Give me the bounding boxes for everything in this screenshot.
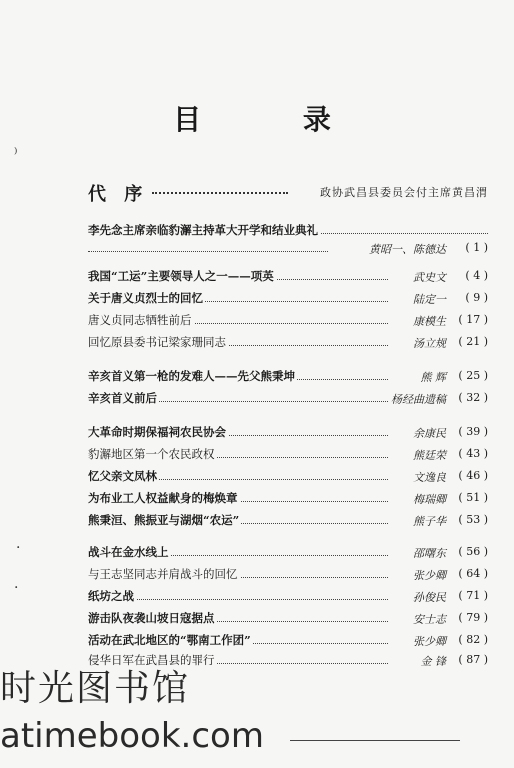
entry-title: 纸坊之战: [88, 589, 134, 603]
preface-author: 政协武昌县委员会付主席黄昌渭: [320, 186, 488, 199]
entry-author: 熊 辉: [420, 371, 446, 384]
entry-author: 熊廷荣: [413, 449, 446, 462]
entry-page: ( 53 ): [458, 513, 488, 526]
entry-page: ( 46 ): [458, 469, 488, 482]
toc-entry: [88, 468, 488, 486]
entry-title: 关于唐义贞烈士的回忆: [88, 291, 203, 305]
toc-entry: [88, 588, 488, 606]
watermark-line-2: atimebook.com: [0, 716, 264, 756]
entry-title: 侵华日军在武昌县的罪行: [88, 653, 215, 667]
toc-entry: [88, 566, 488, 584]
entry-page: ( 4 ): [465, 269, 488, 282]
entry-title: 辛亥首义前后: [88, 391, 157, 405]
entry-page: ( 87 ): [458, 653, 488, 666]
entry-author: 安士志: [413, 613, 446, 626]
entry-title: 豹澥地区第一个农民政权: [88, 447, 215, 461]
entry-title: 活动在武北地区的“鄂南工作团”: [88, 633, 251, 647]
toc-entry: [88, 268, 488, 286]
toc-entry: [88, 368, 488, 386]
entry-title: 与王志坚同志并肩战斗的回忆: [88, 567, 238, 581]
entry-title: 唐义贞同志牺牲前后: [88, 313, 192, 327]
entry-author: 熊子华: [413, 515, 446, 528]
entry-page: ( 56 ): [458, 545, 488, 558]
entry-author: 孙俊民: [413, 591, 446, 604]
entry-author: 张少卿: [413, 635, 446, 648]
entry-page: ( 71 ): [458, 589, 488, 602]
entry-page: ( 25 ): [458, 369, 488, 382]
entry-author: 康模生: [413, 315, 446, 328]
entry-author: 梅瑞卿: [413, 493, 446, 506]
entry-page: ( 82 ): [458, 633, 488, 646]
page-title: 目 录: [173, 103, 377, 136]
entry-title: 忆父亲文凤林: [88, 469, 157, 483]
entry-author: 张少卿: [413, 569, 446, 582]
scan-speck: ·: [14, 580, 19, 596]
toc-entry: [88, 222, 488, 258]
entry-title: 辛亥首义第一枪的发难人——先父熊秉坤: [88, 369, 295, 383]
entry-page: ( 17 ): [458, 313, 488, 326]
entry-author: 汤立规: [413, 337, 446, 350]
entry-title: 我国“工运”主要领导人之一——项英: [88, 269, 274, 283]
entry-page: ( 32 ): [458, 391, 488, 404]
entry-author: 文逸良: [413, 471, 446, 484]
entry-author: 陆定一: [413, 293, 446, 306]
toc-entry: [88, 632, 488, 650]
toc-entry: [88, 490, 488, 508]
entry-title: 大革命时期保福祠农民协会: [88, 425, 226, 439]
toc-entry: [88, 390, 488, 408]
entry-author: 杨经曲遗稿: [391, 393, 446, 406]
scan-speck: ·: [16, 540, 21, 556]
toc-entry: [88, 424, 488, 442]
entry-title: 为布业工人权益献身的梅焕章: [88, 491, 238, 505]
toc-entry: [88, 446, 488, 464]
entry-page: ( 39 ): [458, 425, 488, 438]
entry-author: 金 锋: [420, 655, 446, 668]
entry-page: ( 43 ): [458, 447, 488, 460]
preface-label: 代 序: [88, 184, 149, 205]
entry-title: 回忆原县委书记梁家珊同志: [88, 335, 226, 349]
scan-speck: ⁾: [14, 146, 18, 162]
preface-entry: [88, 180, 488, 205]
entry-title: 游击队夜袭山坡日寇据点: [88, 611, 215, 625]
toc-entry: [88, 512, 488, 530]
toc-entry: [88, 334, 488, 352]
entry-author: 黄昭一、陈德达: [369, 243, 446, 256]
watermark-line-1: 时光图书馆: [0, 668, 191, 709]
toc-entry: [88, 290, 488, 308]
entry-title: 战斗在金水线上: [88, 545, 169, 559]
toc-entry: [88, 312, 488, 330]
entry-page: ( 64 ): [458, 567, 488, 580]
entry-page: ( 79 ): [458, 611, 488, 624]
entry-author: 邵曙东: [413, 547, 446, 560]
entry-page: ( 21 ): [458, 335, 488, 348]
leader-dots: [88, 251, 328, 252]
leader-dots: [152, 192, 288, 194]
entry-author: 余康民: [413, 427, 446, 440]
entry-page: ( 51 ): [458, 491, 488, 504]
entry-page: ( 9 ): [465, 291, 488, 304]
entry-author: 武史文: [413, 271, 446, 284]
entry-title: 李先念主席亲临豹澥主持革大开学和结业典礼: [88, 223, 318, 237]
toc-entry: [88, 610, 488, 628]
toc-entry: [88, 544, 488, 562]
entry-page: ( 1 ): [465, 241, 488, 254]
bottom-rule: [290, 740, 460, 741]
entry-title: 熊秉洹、熊振亚与湖烟“农运”: [88, 513, 240, 527]
